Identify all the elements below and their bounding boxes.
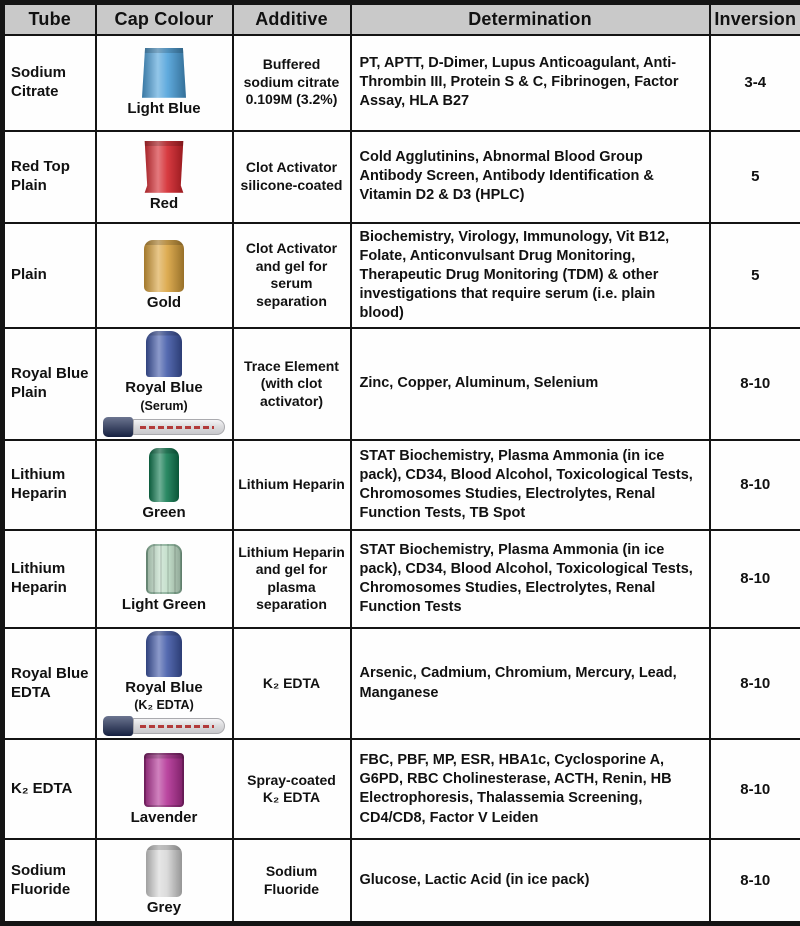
table-row (3, 530, 800, 628)
inversion-value: 8-10 (710, 530, 800, 628)
column-header-tube: Tube (3, 3, 96, 35)
additive-text: Lithium Heparin (233, 440, 351, 530)
determination-text: Arsenic, Cadmium, Chromium, Mercury, Lead, Manganese (351, 628, 710, 740)
cap-colour-cell (96, 628, 233, 740)
column-header-additive: Additive (233, 3, 351, 35)
tube-name: Lithium Heparin (3, 440, 96, 530)
cap-colour-label: Grey (147, 900, 181, 917)
inversion-value: 8-10 (710, 739, 800, 839)
lavender-cap-icon (144, 753, 184, 807)
gold-cap-icon (144, 240, 184, 292)
tube-image-cap (103, 417, 133, 437)
determination-text: Zinc, Copper, Aluminum, Selenium (351, 328, 710, 440)
tube-name: Royal Blue EDTA (3, 628, 96, 740)
cap-colour-label: Royal Blue (125, 380, 203, 397)
column-header-cap-colour: Cap Colour (96, 3, 233, 35)
inversion-value: 8-10 (710, 628, 800, 740)
additive-text: Spray-coated K₂ EDTA (233, 739, 351, 839)
tube-image-body (133, 718, 225, 734)
table-row (3, 628, 800, 740)
royal-blue-cap-icon (146, 331, 182, 377)
cap-colour-label: Royal Blue (125, 680, 203, 697)
additive-text: K₂ EDTA (233, 628, 351, 740)
determination-text: Biochemistry, Virology, Immunology, Vit B12, Folate, Anticonvulsant Drug Monitoring, Therapeutic Drug Monitoring (TDM) & other investigations that require serum (i.e. plain blood) (351, 223, 710, 329)
inversion-value: 8-10 (710, 440, 800, 530)
determination-text: FBC, PBF, MP, ESR, HBA1c, Cyclosporine A, G6PD, RBC Cholinesterase, ACTH, Renin, HB Electrophoresis, Thalassemia Screening, CD4/CD8, Factor V Leiden (351, 739, 710, 839)
green-cap-icon (149, 448, 179, 502)
cap-colour-label: Lavender (131, 810, 198, 827)
additive-text: Clot Activator and gel for serum separation (233, 223, 351, 329)
light-green-cap-icon (146, 544, 182, 594)
tube-name: Lithium Heparin (3, 530, 96, 628)
cap-colour-cell (96, 328, 233, 440)
red-cap-icon (143, 141, 185, 193)
table-row (3, 35, 800, 131)
tube-name: Royal Blue Plain (3, 328, 96, 440)
additive-text: Clot Activator silicone-coated (233, 131, 351, 223)
royal-blue-cap-icon (146, 631, 182, 677)
additive-text: Buffered sodium citrate 0.109M (3.2%) (233, 35, 351, 131)
cap-colour-cell (96, 223, 233, 329)
column-header-determination: Determination (351, 3, 710, 35)
column-header-inversion: Inversion (710, 3, 800, 35)
tube-name: Sodium Fluoride (3, 839, 96, 923)
tube-name: Red Top Plain (3, 131, 96, 223)
inversion-value: 8-10 (710, 328, 800, 440)
horizontal-tube-image (103, 716, 225, 736)
table-row (3, 739, 800, 839)
cap-colour-label: Red (150, 196, 178, 213)
cap-colour-cell (96, 839, 233, 923)
determination-text: Glucose, Lactic Acid (in ice pack) (351, 839, 710, 923)
determination-text: STAT Biochemistry, Plasma Ammonia (in ice pack), CD34, Blood Alcohol, Toxicological Tests, Chromosomes Studies, Electrolytes, Renal Function Tests (351, 530, 710, 628)
determination-text: STAT Biochemistry, Plasma Ammonia (in ice pack), CD34, Blood Alcohol, Toxicological Tests, Chromosomes Studies, Electrolytes, Renal Function Tests, TB Spot (351, 440, 710, 530)
tube-name: Plain (3, 223, 96, 329)
header-row (3, 3, 800, 35)
table-row (3, 440, 800, 530)
additive-text: Trace Element (with clot activator) (233, 328, 351, 440)
cap-colour-label: Light Green (122, 597, 206, 614)
inversion-value: 3-4 (710, 35, 800, 131)
table-row (3, 131, 800, 223)
tube-name: K₂ EDTA (3, 739, 96, 839)
table-row (3, 328, 800, 440)
tube-name: Sodium Citrate (3, 35, 96, 131)
cap-colour-sublabel: (K₂ EDTA) (134, 699, 193, 712)
cap-colour-cell (96, 35, 233, 131)
horizontal-tube-image (103, 417, 225, 437)
inversion-value: 8-10 (710, 839, 800, 923)
tube-image-body (133, 419, 225, 435)
grey-cap-icon (146, 845, 182, 897)
cap-colour-cell (96, 440, 233, 530)
cap-colour-sublabel: (Serum) (140, 400, 187, 413)
light-blue-cap-icon (142, 48, 186, 98)
inversion-value: 5 (710, 223, 800, 329)
table-row (3, 223, 800, 329)
determination-text: PT, APTT, D-Dimer, Lupus Anticoagulant, Anti-Thrombin III, Protein S & C, Fibrinogen, Factor Assay, HLA B27 (351, 35, 710, 131)
cap-colour-cell (96, 131, 233, 223)
additive-text: Lithium Heparin and gel for plasma separation (233, 530, 351, 628)
inversion-value: 5 (710, 131, 800, 223)
cap-colour-label: Gold (147, 295, 181, 312)
cap-colour-cell (96, 739, 233, 839)
table-row (3, 839, 800, 923)
cap-colour-cell (96, 530, 233, 628)
determination-text: Cold Agglutinins, Abnormal Blood Group Antibody Screen, Antibody Identification & Vitamin D2 & D3 (HPLC) (351, 131, 710, 223)
additive-text: Sodium Fluoride (233, 839, 351, 923)
tube-image-cap (103, 716, 133, 736)
cap-colour-label: Light Blue (127, 101, 200, 118)
cap-colour-label: Green (142, 505, 185, 522)
